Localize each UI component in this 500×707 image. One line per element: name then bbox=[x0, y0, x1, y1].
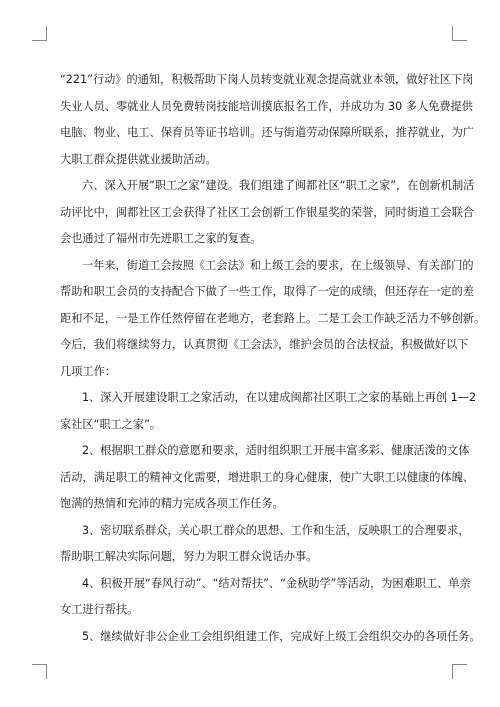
list-item-5 bbox=[60, 624, 481, 651]
text-line: 六、深入开展“职工之家”建设。我们组建了闽都社区“职工之家”，在创新机制活 bbox=[82, 179, 475, 192]
document-body bbox=[60, 67, 486, 650]
crop-mark-top-left bbox=[32, 26, 47, 41]
crop-mark-bottom-left bbox=[32, 664, 47, 679]
text-line: 4、积极开展“春风行动”、“结对帮扶”、“金秋助学”等活动，为困难职工、单亲 bbox=[82, 576, 471, 590]
crop-mark-bottom-right bbox=[452, 664, 467, 679]
text-line: 距和不足，一是工作任然停留在老地方，老套路上。二是工会工作缺乏活力不够创新。 bbox=[60, 311, 486, 325]
text-line: 失业人员、零就业人员免费转岗技能培训摸底报名工作，并成功为 30 多人免费提供 bbox=[60, 99, 473, 113]
text-line: 动评比中，闽都社区工会获得了社区工会创新工作银星奖的荣誉，同时街道工会联合 bbox=[60, 205, 474, 219]
list-item-2 bbox=[60, 438, 474, 518]
text-line: 电脑、物业、电工、保育员等证书培训。还与街道劳动保障所联系，推荐就业，为广 bbox=[60, 126, 474, 139]
text-line: 女工进行帮扶。 bbox=[60, 603, 139, 616]
list-item-1 bbox=[60, 385, 477, 438]
text-line: 3、密切联系群众，关心职工群众的思想、工作和生活，反映职工的合理要求， bbox=[82, 523, 470, 537]
text-line: 活动，满足职工的精神文化需要，增进职工的身心健康，使广大职工以健康的体魄、 bbox=[60, 470, 474, 484]
text-line: 一年来，街道工会按照《工会法》和上级工会的要求，在上级领导、有关部门的 bbox=[82, 258, 474, 272]
crop-mark-top-right bbox=[452, 26, 467, 41]
paragraph-summary bbox=[60, 253, 486, 386]
list-item-3 bbox=[60, 518, 470, 571]
text-line: 会也通过了福州市先进职工之家的复查。 bbox=[60, 232, 262, 245]
text-line: 饱满的热情和充沛的精力完成各项工作任务。 bbox=[60, 497, 284, 510]
text-line: 1、深入开展建设职工之家活动，在以建成闽都社区职工之家的基础上再创 1—2 bbox=[82, 391, 477, 404]
text-line: 家社区“职工之家”。 bbox=[60, 417, 162, 431]
text-line: 帮助和职工会员的支持配合下做了一些工作，取得了一定的成绩，但还存在一定的差 bbox=[60, 285, 474, 298]
text-line: 2、根据职工群众的意愿和要求，适时组织职工开展丰富多彩、健康活泼的文体 bbox=[82, 444, 470, 457]
paragraph-employment-aid bbox=[60, 67, 474, 173]
text-line: 大职工群众提供就业援助活动。 bbox=[60, 152, 217, 166]
paragraph-workers-home bbox=[60, 173, 475, 253]
list-item-4 bbox=[60, 571, 471, 624]
text-line: 今后，我们将继续努力，认真贯彻《工会法》，维护会员的合法权益，积极做好以下 bbox=[60, 338, 469, 351]
text-line: 几项工作： bbox=[60, 364, 116, 378]
text-line: “221”行动》的通知，积极帮助下岗人员转变就业观念提高就业本领，做好社区下岗 bbox=[60, 73, 474, 86]
text-line: 帮助职工解决实际问题，努力为职工群众说话办事。 bbox=[60, 550, 318, 563]
text-line: 5、继续做好非公企业工会组织组建工作，完成好上级工会组织交办的各项任务。 bbox=[82, 629, 481, 643]
